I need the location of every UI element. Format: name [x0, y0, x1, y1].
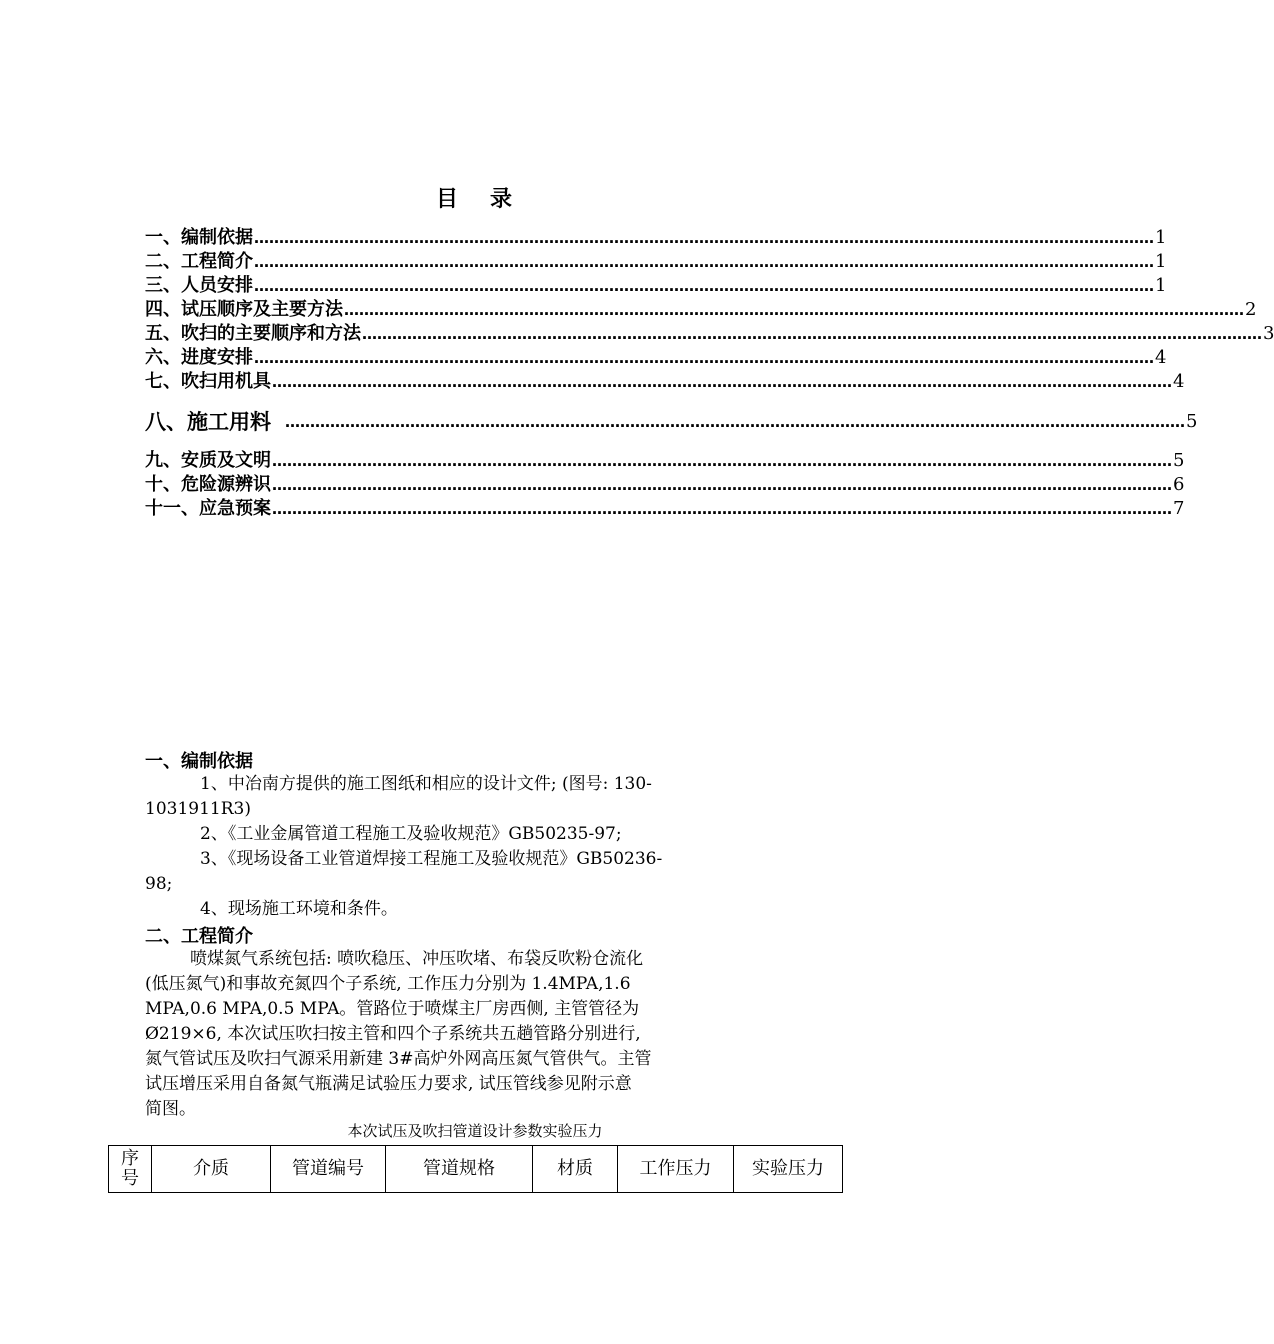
toc-dot-leader: ………………………………………………………………………………………………………………………………………………………………: [272, 452, 1172, 470]
toc-dot-leader: ………………………………………………………………………………………………………………………………………………………………: [254, 253, 1154, 271]
col-header-pipe-no: 管道编号: [271, 1146, 386, 1193]
toc-dot-leader: ………………………………………………………………………………………………………………………………………………………………: [272, 476, 1172, 494]
toc-dot-leader: ………………………………………………………………………………………………………………………………………………………………: [254, 229, 1154, 247]
toc-entry[interactable]: [145, 449, 1185, 473]
basis-item-3: 3、《现场设备工业管道焊接工程施工及验收规范》GB50236-: [200, 849, 663, 869]
toc-entry-page: 7: [1173, 498, 1185, 519]
toc-dot-leader: ………………………………………………………………………………………………………………………………………………………………: [362, 325, 1262, 343]
seq-char-1: 序: [121, 1148, 139, 1169]
basis-item-1: 1、中冶南方提供的施工图纸和相应的设计文件; (图号: 130-: [200, 774, 652, 794]
toc-entry[interactable]: [145, 473, 1185, 497]
toc-entry[interactable]: [145, 346, 1167, 370]
toc-title-char-1: 目: [435, 187, 460, 212]
overview-line-7: 简图。: [145, 1099, 196, 1119]
basis-item-3-cont: 98;: [145, 874, 173, 894]
toc-entry-label: 八、施工用料: [145, 410, 271, 434]
toc-dot-leader: ………………………………………………………………………………………………………………………………………………………………: [285, 413, 1185, 431]
basis-item-2: 2、《工业金属管道工程施工及验收规范》GB50235-97;: [200, 824, 622, 844]
basis-item-1-cont: 1031911R3): [145, 799, 251, 819]
toc-entry[interactable]: [145, 370, 1185, 394]
toc-entry-label: 七、吹扫用机具: [145, 371, 271, 392]
toc-entry[interactable]: [145, 497, 1185, 521]
overview-line-3: MPA,0.6 MPA,0.5 MPA。管路位于喷煤主厂房西侧, 主管管径为: [145, 999, 640, 1019]
toc-entry[interactable]: [145, 226, 1167, 250]
toc-dot-leader: ………………………………………………………………………………………………………………………………………………………………: [272, 500, 1172, 518]
basis-item-4: 4、现场施工环境和条件。: [200, 899, 398, 919]
overview-line-6: 试压增压采用自备氮气瓶满足试验压力要求, 试压管线参见附示意: [145, 1074, 632, 1094]
toc-entry-page: 5: [1173, 450, 1185, 471]
toc-entry-label: 四、试压顺序及主要方法: [145, 299, 343, 320]
col-header-medium: 介质: [152, 1146, 271, 1193]
section-heading-overview: 二、工程简介: [145, 926, 253, 947]
overview-line-4: Ø219×6, 本次试压吹扫按主管和四个子系统共五趟管路分别进行,: [145, 1024, 641, 1044]
toc-entry-label: 五、吹扫的主要顺序和方法: [145, 323, 361, 344]
overview-line-5: 氮气管试压及吹扫气源采用新建 3#高炉外网高压氮气管供气。主管: [145, 1049, 652, 1069]
col-header-pipe-spec: 管道规格: [386, 1146, 533, 1193]
toc-entry[interactable]: [145, 250, 1167, 274]
toc-title: [0, 182, 950, 213]
toc-entry[interactable]: [145, 274, 1167, 298]
toc-entry-page: 4: [1173, 371, 1185, 392]
overview-line-1: 喷煤氮气系统包括: 喷吹稳压、冲压吹堵、布袋反吹粉仓流化: [190, 949, 644, 969]
toc-entry-page: 1: [1155, 227, 1167, 248]
toc-entry-page: 4: [1155, 347, 1167, 368]
section-heading-basis: 一、编制依据: [145, 751, 253, 772]
toc-entry-page: 5: [1186, 411, 1198, 432]
col-header-test-pressure: 实验压力: [734, 1146, 843, 1193]
toc-entry-label: 十、危险源辨识: [145, 474, 271, 495]
col-header-seq: [109, 1146, 152, 1193]
toc-dot-leader: ………………………………………………………………………………………………………………………………………………………………: [272, 373, 1172, 391]
toc-entry-page: 3: [1263, 323, 1274, 344]
toc-entry-label: 六、进度安排: [145, 347, 253, 368]
toc-entry-label: 二、工程简介: [145, 251, 253, 272]
toc-entry-page: 2: [1245, 299, 1257, 320]
toc-entry[interactable]: [145, 322, 1274, 346]
toc-entry-label: 十一、应急预案: [145, 498, 271, 519]
seq-char-2: 号: [121, 1168, 139, 1189]
toc-dot-leader: ………………………………………………………………………………………………………………………………………………………………: [254, 277, 1154, 295]
col-header-work-pressure: 工作压力: [618, 1146, 734, 1193]
col-header-material: 材质: [533, 1146, 618, 1193]
toc-entry-page: 1: [1155, 275, 1167, 296]
toc-entry-label: 九、安质及文明: [145, 450, 271, 471]
overview-line-2: (低压氮气)和事故充氮四个子系统, 工作压力分别为 1.4MPA,1.6: [145, 974, 631, 994]
table-header-row: [109, 1146, 843, 1193]
table-caption: 本次试压及吹扫管道设计参数实验压力: [347, 1122, 603, 1140]
toc-entry-page: 1: [1155, 251, 1167, 272]
toc-entry-page: 6: [1173, 474, 1185, 495]
params-table: [108, 1145, 843, 1193]
toc-dot-leader: ………………………………………………………………………………………………………………………………………………………………: [344, 301, 1244, 319]
toc-entry[interactable]: [145, 407, 1198, 437]
toc-title-char-2: 录: [490, 187, 515, 212]
toc-entry[interactable]: [145, 298, 1257, 322]
toc-entry-label: 一、编制依据: [145, 227, 253, 248]
toc-dot-leader: ………………………………………………………………………………………………………………………………………………………………: [254, 349, 1154, 367]
toc-entry-label: 三、人员安排: [145, 275, 253, 296]
